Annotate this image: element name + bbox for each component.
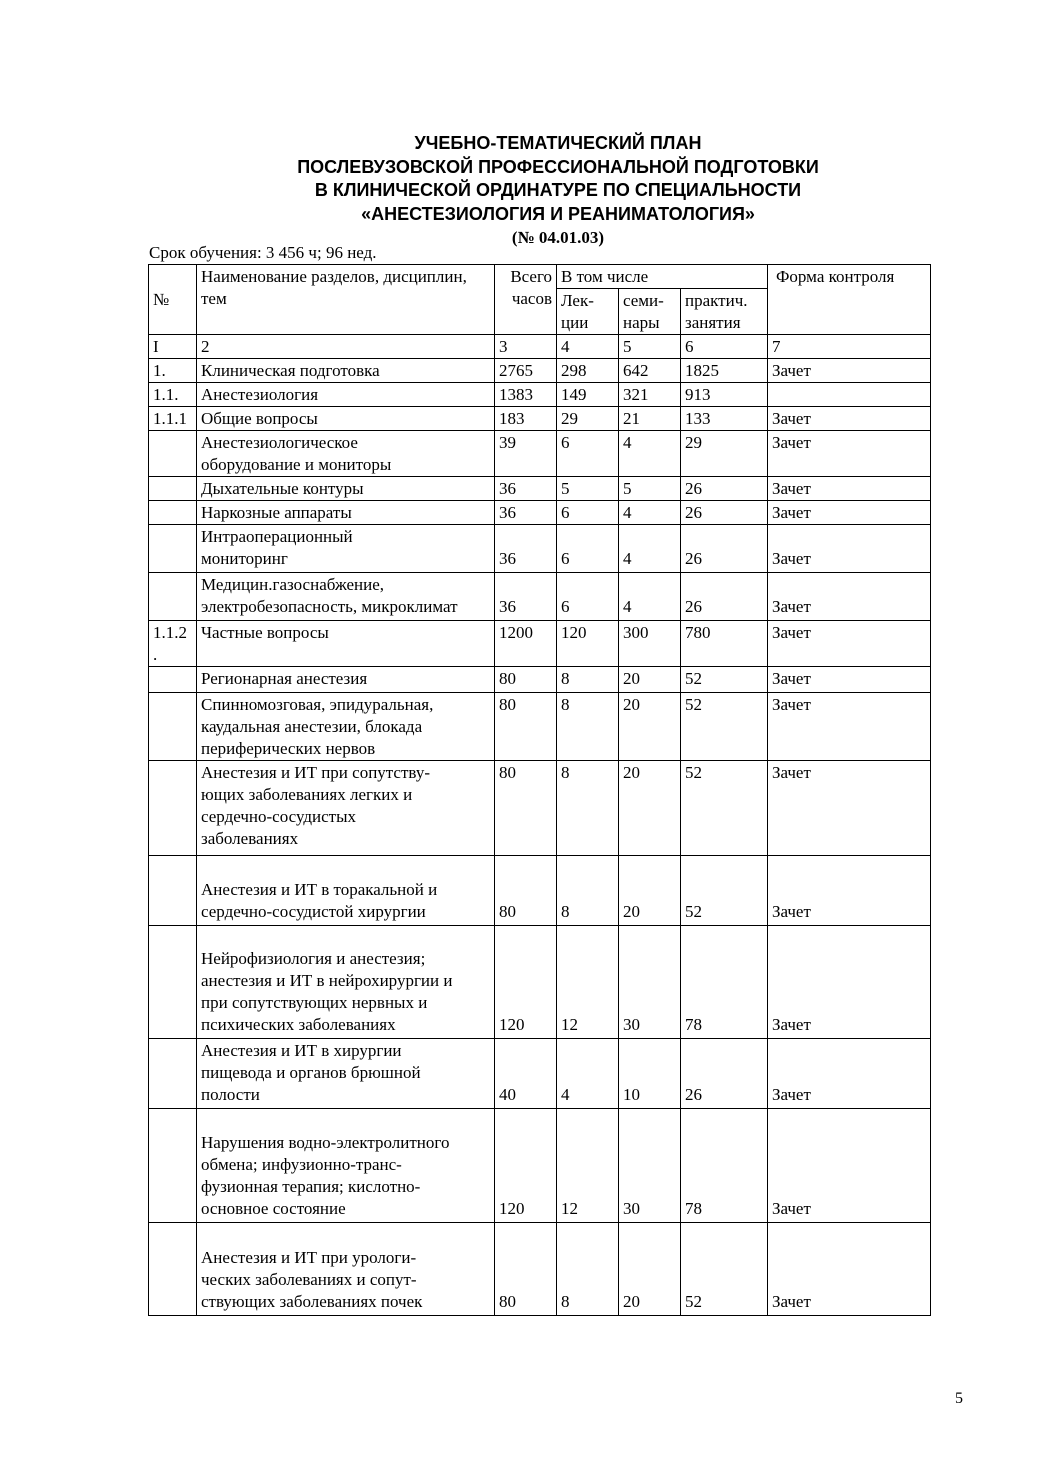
cell-total: 40: [495, 1039, 557, 1109]
cell-lectures: 6: [557, 431, 619, 477]
cell-lectures: 120: [557, 621, 619, 667]
cell-name: Анестезиология: [197, 383, 495, 407]
cell-control: Зачет: [768, 573, 931, 621]
specialty-code: (№ 04.01.03): [511, 228, 605, 247]
table-row: [149, 359, 931, 383]
document-title: [0, 132, 1039, 250]
header-name: Наименование разделов, дисциплин, тем: [197, 265, 495, 335]
cell-name: Нарушения водно-электролитного обмена; инфузионно-транс- фузионная терапия; кислотно- основное состояние: [197, 1109, 495, 1223]
table-header-row: [149, 265, 931, 289]
cell-total: 1200: [495, 621, 557, 667]
cell-lectures: 6: [557, 525, 619, 573]
table-row: [149, 525, 931, 573]
cell-lectures: 6: [557, 573, 619, 621]
cell-num: [149, 1223, 197, 1316]
header-control: Форма контроля: [768, 265, 931, 335]
cell-lectures: 12: [557, 926, 619, 1039]
column-number: 4: [557, 335, 619, 359]
cell-lectures: 8: [557, 856, 619, 926]
table-row: [149, 573, 931, 621]
column-number: 6: [681, 335, 768, 359]
cell-seminars: 10: [619, 1039, 681, 1109]
cell-practice: 1825: [681, 359, 768, 383]
table-row: [149, 407, 931, 431]
cell-name: Анестезия и ИТ при урологи- ческих заболеваниях и сопут- ствующих заболеваниях почек: [197, 1223, 495, 1316]
cell-total: 80: [495, 856, 557, 926]
cell-seminars: 300: [619, 621, 681, 667]
table-row: [149, 926, 931, 1039]
cell-practice: 26: [681, 501, 768, 525]
cell-num: [149, 431, 197, 477]
cell-num: [149, 573, 197, 621]
cell-num: [149, 667, 197, 693]
cell-practice: 78: [681, 1109, 768, 1223]
header-including: В том числе: [557, 265, 768, 289]
cell-practice: 26: [681, 525, 768, 573]
table-row: [149, 761, 931, 856]
cell-lectures: 12: [557, 1109, 619, 1223]
cell-control: [768, 383, 931, 407]
cell-name: Клиническая подготовка: [197, 359, 495, 383]
cell-total: 80: [495, 761, 557, 856]
cell-total: 80: [495, 667, 557, 693]
cell-total: 80: [495, 1223, 557, 1316]
title-line: В КЛИНИЧЕСКОЙ ОРДИНАТУРЕ ПО СПЕЦИАЛЬНОСТИ: [314, 180, 802, 200]
header-total: Всего часов: [495, 265, 557, 335]
cell-practice: 52: [681, 667, 768, 693]
cell-seminars: 20: [619, 761, 681, 856]
table-row: [149, 1109, 931, 1223]
page-number: 5: [955, 1390, 963, 1407]
cell-name: Медицин.газоснабжение, электробезопасность, микроклимат: [197, 573, 495, 621]
cell-control: Зачет: [768, 856, 931, 926]
cell-num: [149, 1109, 197, 1223]
cell-control: Зачет: [768, 621, 931, 667]
cell-control: Зачет: [768, 477, 931, 501]
title-line: ПОСЛЕВУЗОВСКОЙ ПРОФЕССИОНАЛЬНОЙ ПОДГОТОВКИ: [297, 156, 819, 177]
cell-practice: 78: [681, 926, 768, 1039]
cell-name: Анестезия и ИТ в торакальной и сердечно-сосудистой хирургии: [197, 856, 495, 926]
cell-total: 39: [495, 431, 557, 477]
cell-practice: 133: [681, 407, 768, 431]
cell-seminars: 20: [619, 693, 681, 761]
cell-name: Спинномозговая, эпидуральная, каудальная анестезии, блокада периферических нервов: [197, 693, 495, 761]
cell-control: Зачет: [768, 761, 931, 856]
column-number: 5: [619, 335, 681, 359]
cell-control: Зачет: [768, 407, 931, 431]
cell-seminars: 20: [619, 1223, 681, 1316]
cell-practice: 29: [681, 431, 768, 477]
cell-name: Анестезиологическое оборудование и мониторы: [197, 431, 495, 477]
cell-seminars: 21: [619, 407, 681, 431]
title-line: «АНЕСТЕЗИОЛОГИЯ И РЕАНИМАТОЛОГИЯ»: [361, 203, 755, 224]
cell-practice: 26: [681, 573, 768, 621]
cell-lectures: 6: [557, 501, 619, 525]
cell-lectures: 149: [557, 383, 619, 407]
cell-lectures: 4: [557, 1039, 619, 1109]
cell-control: Зачет: [768, 1109, 931, 1223]
cell-name: Анестезия и ИТ при сопутству- ющих заболеваниях легких и сердечно-сосудистых заболеваниях: [197, 761, 495, 856]
cell-practice: 780: [681, 621, 768, 667]
table-row: [149, 667, 931, 693]
curriculum-table: [148, 264, 931, 1316]
cell-seminars: 20: [619, 667, 681, 693]
cell-practice: 52: [681, 1223, 768, 1316]
cell-seminars: 4: [619, 573, 681, 621]
cell-name: Дыхательные контуры: [197, 477, 495, 501]
cell-lectures: 8: [557, 693, 619, 761]
cell-num: [149, 1039, 197, 1109]
cell-total: 36: [495, 501, 557, 525]
cell-name: Интраоперационный мониторинг: [197, 525, 495, 573]
cell-num: 1.: [149, 359, 197, 383]
cell-num: [149, 693, 197, 761]
cell-num: [149, 761, 197, 856]
cell-total: 183: [495, 407, 557, 431]
cell-control: Зачет: [768, 501, 931, 525]
cell-num: 1.1.: [149, 383, 197, 407]
cell-seminars: 4: [619, 501, 681, 525]
cell-total: 120: [495, 926, 557, 1039]
table-row: [149, 621, 931, 667]
column-number: 3: [495, 335, 557, 359]
header-seminars: семи-нары: [619, 289, 681, 335]
table-row: [149, 1039, 931, 1109]
cell-control: Зачет: [768, 926, 931, 1039]
table-row: [149, 383, 931, 407]
cell-num: [149, 856, 197, 926]
cell-name: Регионарная анестезия: [197, 667, 495, 693]
cell-seminars: 20: [619, 856, 681, 926]
table-row: [149, 1223, 931, 1316]
cell-total: 80: [495, 693, 557, 761]
cell-total: 36: [495, 573, 557, 621]
cell-seminars: 642: [619, 359, 681, 383]
cell-control: Зачет: [768, 693, 931, 761]
cell-name: Анестезия и ИТ в хирургии пищевода и органов брюшной полости: [197, 1039, 495, 1109]
table-row: [149, 693, 931, 761]
cell-control: Зачет: [768, 667, 931, 693]
cell-lectures: 5: [557, 477, 619, 501]
cell-control: Зачет: [768, 1223, 931, 1316]
cell-seminars: 30: [619, 926, 681, 1039]
cell-total: 36: [495, 477, 557, 501]
cell-num: [149, 477, 197, 501]
cell-num: [149, 926, 197, 1039]
cell-control: Зачет: [768, 359, 931, 383]
cell-seminars: 5: [619, 477, 681, 501]
cell-name: Наркозные аппараты: [197, 501, 495, 525]
cell-total: 2765: [495, 359, 557, 383]
cell-total: 1383: [495, 383, 557, 407]
table-row: [149, 431, 931, 477]
cell-seminars: 321: [619, 383, 681, 407]
study-duration: Срок обучения: 3 456 ч; 96 нед.: [149, 243, 377, 262]
cell-seminars: 4: [619, 431, 681, 477]
cell-practice: 26: [681, 477, 768, 501]
cell-lectures: 8: [557, 667, 619, 693]
cell-lectures: 8: [557, 1223, 619, 1316]
cell-name: Общие вопросы: [197, 407, 495, 431]
cell-lectures: 298: [557, 359, 619, 383]
cell-num: [149, 501, 197, 525]
cell-control: Зачет: [768, 1039, 931, 1109]
header-lectures: Лек-ции: [557, 289, 619, 335]
cell-control: Зачет: [768, 525, 931, 573]
column-number: I: [149, 335, 197, 359]
cell-lectures: 8: [557, 761, 619, 856]
header-num: №: [149, 265, 197, 335]
cell-name: Нейрофизиология и анестезия; анестезия и ИТ в нейрохирургии и при сопутствующих нервных и психических заболеваниях: [197, 926, 495, 1039]
cell-practice: 913: [681, 383, 768, 407]
cell-num: [149, 525, 197, 573]
table-row: [149, 477, 931, 501]
cell-name: Частные вопросы: [197, 621, 495, 667]
cell-practice: 52: [681, 693, 768, 761]
cell-practice: 26: [681, 1039, 768, 1109]
column-number: 2: [197, 335, 495, 359]
cell-num: 1.1.1: [149, 407, 197, 431]
column-number: 7: [768, 335, 931, 359]
cell-num: 1.1.2 .: [149, 621, 197, 667]
cell-seminars: 30: [619, 1109, 681, 1223]
cell-lectures: 29: [557, 407, 619, 431]
cell-control: Зачет: [768, 431, 931, 477]
header-practice: практич. занятия: [681, 289, 768, 335]
cell-seminars: 4: [619, 525, 681, 573]
cell-practice: 52: [681, 856, 768, 926]
title-line: УЧЕБНО-ТЕМАТИЧЕСКИЙ ПЛАН: [414, 133, 702, 153]
table-row: [149, 501, 931, 525]
cell-total: 120: [495, 1109, 557, 1223]
cell-practice: 52: [681, 761, 768, 856]
cell-total: 36: [495, 525, 557, 573]
table-row: [149, 856, 931, 926]
column-numbering-row: [149, 335, 931, 359]
